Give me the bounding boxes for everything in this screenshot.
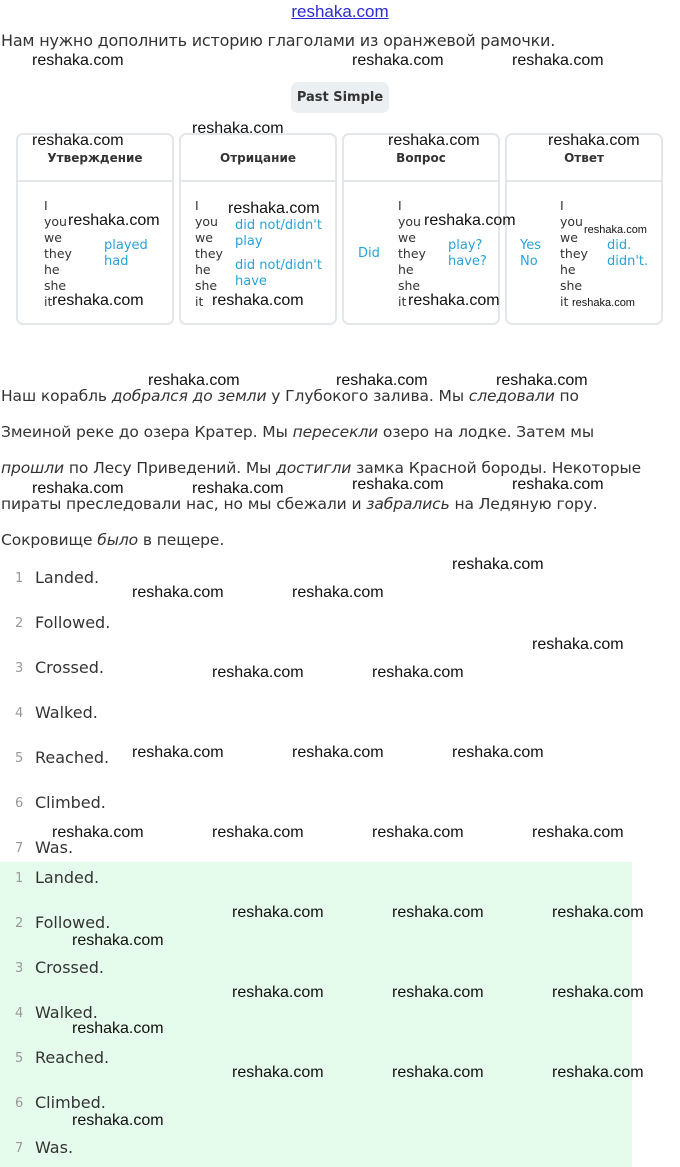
pronoun: we	[44, 230, 62, 245]
item-answer: Walked.	[35, 1003, 98, 1022]
item-answer: Followed.	[35, 613, 111, 632]
item-answer: Reached.	[35, 1048, 110, 1067]
item-number: 4	[15, 1006, 24, 1021]
item-number: 2	[15, 916, 24, 931]
watermark: reshaka.com	[212, 664, 304, 681]
item-answer: Climbed.	[35, 793, 106, 812]
verb-form: did not/didn't	[235, 218, 322, 233]
item-answer: Followed.	[35, 913, 111, 932]
pronoun: we	[195, 230, 213, 245]
watermark: reshaka.com	[72, 1020, 164, 1037]
pronoun: she	[398, 278, 421, 293]
watermark: reshaka.com	[32, 52, 124, 69]
negative-forms-have	[235, 258, 322, 290]
pronoun: it	[195, 294, 204, 309]
watermark: reshaka.com	[232, 904, 324, 921]
watermark: reshaka.com	[72, 932, 164, 949]
watermark: reshaka.com	[372, 664, 464, 681]
list-item	[0, 652, 632, 697]
pronoun: I	[560, 198, 564, 213]
watermark: reshaka.com	[388, 132, 480, 149]
watermark: reshaka.com	[132, 744, 224, 761]
story-line: Наш корабль добрался до земли у Глубокого залива. Мы следовали по	[1, 387, 579, 405]
pronoun: they	[44, 246, 72, 261]
item-answer: Crossed.	[35, 658, 104, 677]
watermark: reshaka.com	[372, 824, 464, 841]
story-line: пираты преследовали нас, но мы сбежали и забрались на Ледяную гору.	[1, 495, 598, 513]
item-number: 3	[15, 661, 24, 676]
question-verbs	[448, 238, 487, 270]
column-header: Утверждение	[18, 135, 172, 182]
pronoun: we	[560, 230, 578, 245]
watermark: reshaka.com	[72, 1112, 164, 1129]
item-number: 5	[15, 751, 24, 766]
watermark: reshaka.com	[232, 1064, 324, 1081]
watermark: reshaka.com	[496, 372, 588, 389]
watermark: reshaka.com	[532, 636, 624, 653]
item-answer: Walked.	[35, 703, 98, 722]
pronoun: you	[398, 214, 421, 229]
item-answer: Landed.	[35, 568, 100, 587]
pronoun: he	[44, 262, 60, 277]
verb-form: had	[104, 254, 129, 269]
site-title[interactable]: reshaka.com	[291, 2, 389, 21]
watermark: reshaka.com	[452, 556, 544, 573]
verb-form: play	[235, 234, 263, 249]
item-answer: Climbed.	[35, 1093, 106, 1112]
verb-form: did not/didn't	[235, 258, 322, 273]
pronoun: you	[560, 214, 583, 229]
watermark: reshaka.com	[392, 904, 484, 921]
item-number: 1	[15, 871, 24, 886]
negative-forms-play	[235, 218, 322, 250]
pronoun: she	[560, 278, 583, 293]
watermark: reshaka.com	[572, 297, 635, 309]
watermark: reshaka.com	[232, 984, 324, 1001]
watermark: reshaka.com	[32, 480, 124, 497]
item-number: 2	[15, 616, 24, 631]
item-number: 4	[15, 706, 24, 721]
pronoun: they	[560, 246, 588, 261]
item-answer: Was.	[35, 838, 74, 857]
watermark: reshaka.com	[452, 744, 544, 761]
pronoun: they	[398, 246, 426, 261]
answer-word: No	[520, 254, 538, 269]
item-answer: Was.	[35, 1138, 74, 1157]
item-answer: Reached.	[35, 748, 110, 767]
answer-word: Yes	[520, 238, 541, 253]
answer-forms	[607, 238, 648, 270]
watermark: reshaka.com	[408, 292, 500, 309]
pronoun: he	[560, 262, 576, 277]
watermark: reshaka.com	[584, 224, 647, 236]
pronoun: I	[195, 198, 199, 213]
verb-form: played	[104, 238, 148, 253]
item-number: 6	[15, 1096, 24, 1111]
pronoun: I	[44, 198, 48, 213]
story-line: Сокровище было в пещере.	[1, 531, 225, 549]
watermark: reshaka.com	[192, 120, 284, 137]
list-item	[0, 862, 632, 907]
question-aux: Did	[358, 246, 380, 261]
watermark: reshaka.com	[392, 984, 484, 1001]
tense-tag[interactable]: Past Simple	[291, 82, 389, 113]
pronoun: he	[398, 262, 414, 277]
watermark: reshaka.com	[292, 744, 384, 761]
column-header: Отрицание	[181, 135, 335, 182]
watermark: reshaka.com	[352, 476, 444, 493]
watermark: reshaka.com	[532, 824, 624, 841]
watermark: reshaka.com	[352, 52, 444, 69]
pronoun: it	[560, 294, 569, 309]
item-number: 7	[15, 1141, 24, 1156]
watermark: reshaka.com	[32, 132, 124, 149]
pronoun: I	[398, 198, 402, 213]
story-text	[1, 378, 661, 558]
list-item	[0, 697, 632, 742]
pronoun: he	[195, 262, 211, 277]
watermark: reshaka.com	[552, 984, 644, 1001]
yes-no	[520, 238, 541, 270]
watermark: reshaka.com	[228, 200, 320, 217]
column-header: Вопрос	[344, 135, 498, 182]
watermark: reshaka.com	[52, 292, 144, 309]
pronoun: she	[195, 278, 218, 293]
item-number: 6	[15, 796, 24, 811]
pronoun: they	[195, 246, 223, 261]
watermark: reshaka.com	[548, 132, 640, 149]
watermark: reshaka.com	[148, 372, 240, 389]
watermark: reshaka.com	[212, 292, 304, 309]
story-line: прошли по Лесу Приведений. Мы достигли замка Красной бороды. Некоторые	[1, 459, 642, 477]
pronoun: you	[195, 214, 218, 229]
item-number: 7	[15, 841, 24, 856]
item-answer: Crossed.	[35, 958, 104, 977]
watermark: reshaka.com	[336, 372, 428, 389]
watermark: reshaka.com	[68, 212, 160, 229]
verb-form: have?	[448, 254, 487, 269]
affirmative-forms	[104, 238, 148, 270]
item-answer: Landed.	[35, 868, 100, 887]
watermark: reshaka.com	[552, 1064, 644, 1081]
pronoun: it	[398, 294, 407, 309]
pronoun: you	[44, 214, 67, 229]
watermark: reshaka.com	[212, 824, 304, 841]
list-item	[0, 1132, 632, 1167]
watermark: reshaka.com	[52, 824, 144, 841]
pronoun-list	[560, 198, 588, 310]
verb-form: did.	[607, 238, 632, 253]
item-number: 3	[15, 961, 24, 976]
pronoun: she	[44, 278, 67, 293]
intro-text: Нам нужно дополнить историю глаголами из оранжевой рамочки.	[1, 31, 556, 50]
column-header: Ответ	[507, 135, 661, 182]
watermark: reshaka.com	[424, 212, 516, 229]
pronoun: it	[44, 294, 53, 309]
story-line: Змеиной реке до озера Кратер. Мы пересекли озеро на лодке. Затем мы	[1, 423, 595, 441]
watermark: reshaka.com	[132, 584, 224, 601]
pronoun: we	[398, 230, 416, 245]
verb-form: have	[235, 274, 267, 289]
watermark: reshaka.com	[512, 52, 604, 69]
verb-form: didn't.	[607, 254, 649, 269]
verb-form: play?	[448, 238, 483, 253]
item-number: 5	[15, 1051, 24, 1066]
item-number: 1	[15, 571, 24, 586]
watermark: reshaka.com	[512, 476, 604, 493]
watermark: reshaka.com	[552, 904, 644, 921]
watermark: reshaka.com	[192, 480, 284, 497]
watermark: reshaka.com	[392, 1064, 484, 1081]
watermark: reshaka.com	[292, 584, 384, 601]
